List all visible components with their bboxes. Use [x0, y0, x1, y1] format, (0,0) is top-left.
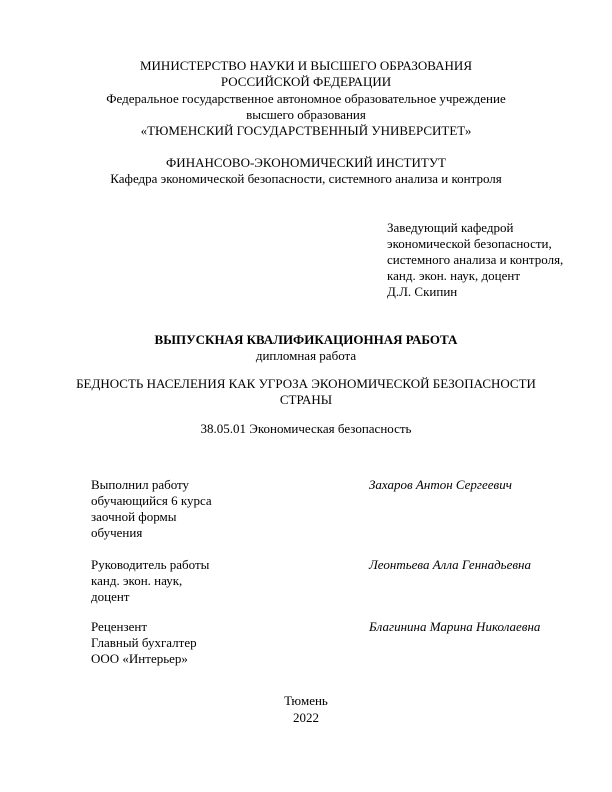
supervisor-name: Леонтьева Алла Геннадьевна [369, 557, 531, 572]
education-level: высшего образования [246, 107, 366, 122]
institute-name: ФИНАНСОВО-ЭКОНОМИЧЕСКИЙ ИНСТИТУТ [166, 155, 446, 170]
role-line: Выполнил работу [91, 477, 190, 492]
approval-line: Д.Л. Скипин [387, 284, 458, 299]
approval-line: канд. экон. наук, доцент [387, 268, 521, 283]
approval-line: Заведующий кафедрой [387, 220, 514, 235]
approval-block [387, 220, 563, 300]
institution-type: Федеральное государственное автономное образовательное учреждение [106, 91, 506, 106]
reviewer-role [91, 619, 197, 667]
city: Тюмень [284, 693, 328, 708]
role-line: ООО «Интерьер» [91, 651, 188, 666]
role-line: Главный бухгалтер [91, 635, 197, 650]
supervisor-role [91, 557, 209, 605]
work-type: ВЫПУСКНАЯ КВАЛИФИКАЦИОННАЯ РАБОТА [154, 332, 458, 347]
role-line: обучающийся 6 курса [91, 493, 212, 508]
work-title-line-1: БЕДНОСТЬ НАСЕЛЕНИЯ КАК УГРОЗА ЭКОНОМИЧЕСКОЙ БЕЗОПАСНОСТИ [76, 376, 536, 391]
student-name: Захаров Антон Сергеевич [369, 477, 512, 492]
university-name: «ТЮМЕНСКИЙ ГОСУДАРСТВЕННЫЙ УНИВЕРСИТЕТ» [140, 123, 472, 138]
reviewer-name: Благинина Марина Николаевна [369, 619, 541, 634]
student-role [91, 477, 212, 541]
year: 2022 [293, 710, 319, 725]
specialty-code: 38.05.01 Экономическая безопасность [200, 421, 412, 436]
role-line: доцент [91, 589, 130, 604]
role-line: заочной формы [91, 509, 177, 524]
approval-line: системного анализа и контроля, [387, 252, 564, 267]
approval-line: экономической безопасности, [387, 236, 552, 251]
ministry-line-1: МИНИСТЕРСТВО НАУКИ И ВЫСШЕГО ОБРАЗОВАНИЯ [139, 58, 472, 73]
role-line: обучения [91, 525, 143, 540]
department-name: Кафедра экономической безопасности, системного анализа и контроля [110, 171, 502, 186]
work-title-line-2: СТРАНЫ [279, 392, 333, 407]
role-line: канд. экон. наук, [91, 573, 183, 588]
work-subtype: дипломная работа [255, 348, 357, 363]
role-line: Руководитель работы [91, 557, 210, 572]
role-line: Рецензент [91, 619, 148, 634]
ministry-line-2: РОССИЙСКОЙ ФЕДЕРАЦИИ [220, 74, 392, 89]
